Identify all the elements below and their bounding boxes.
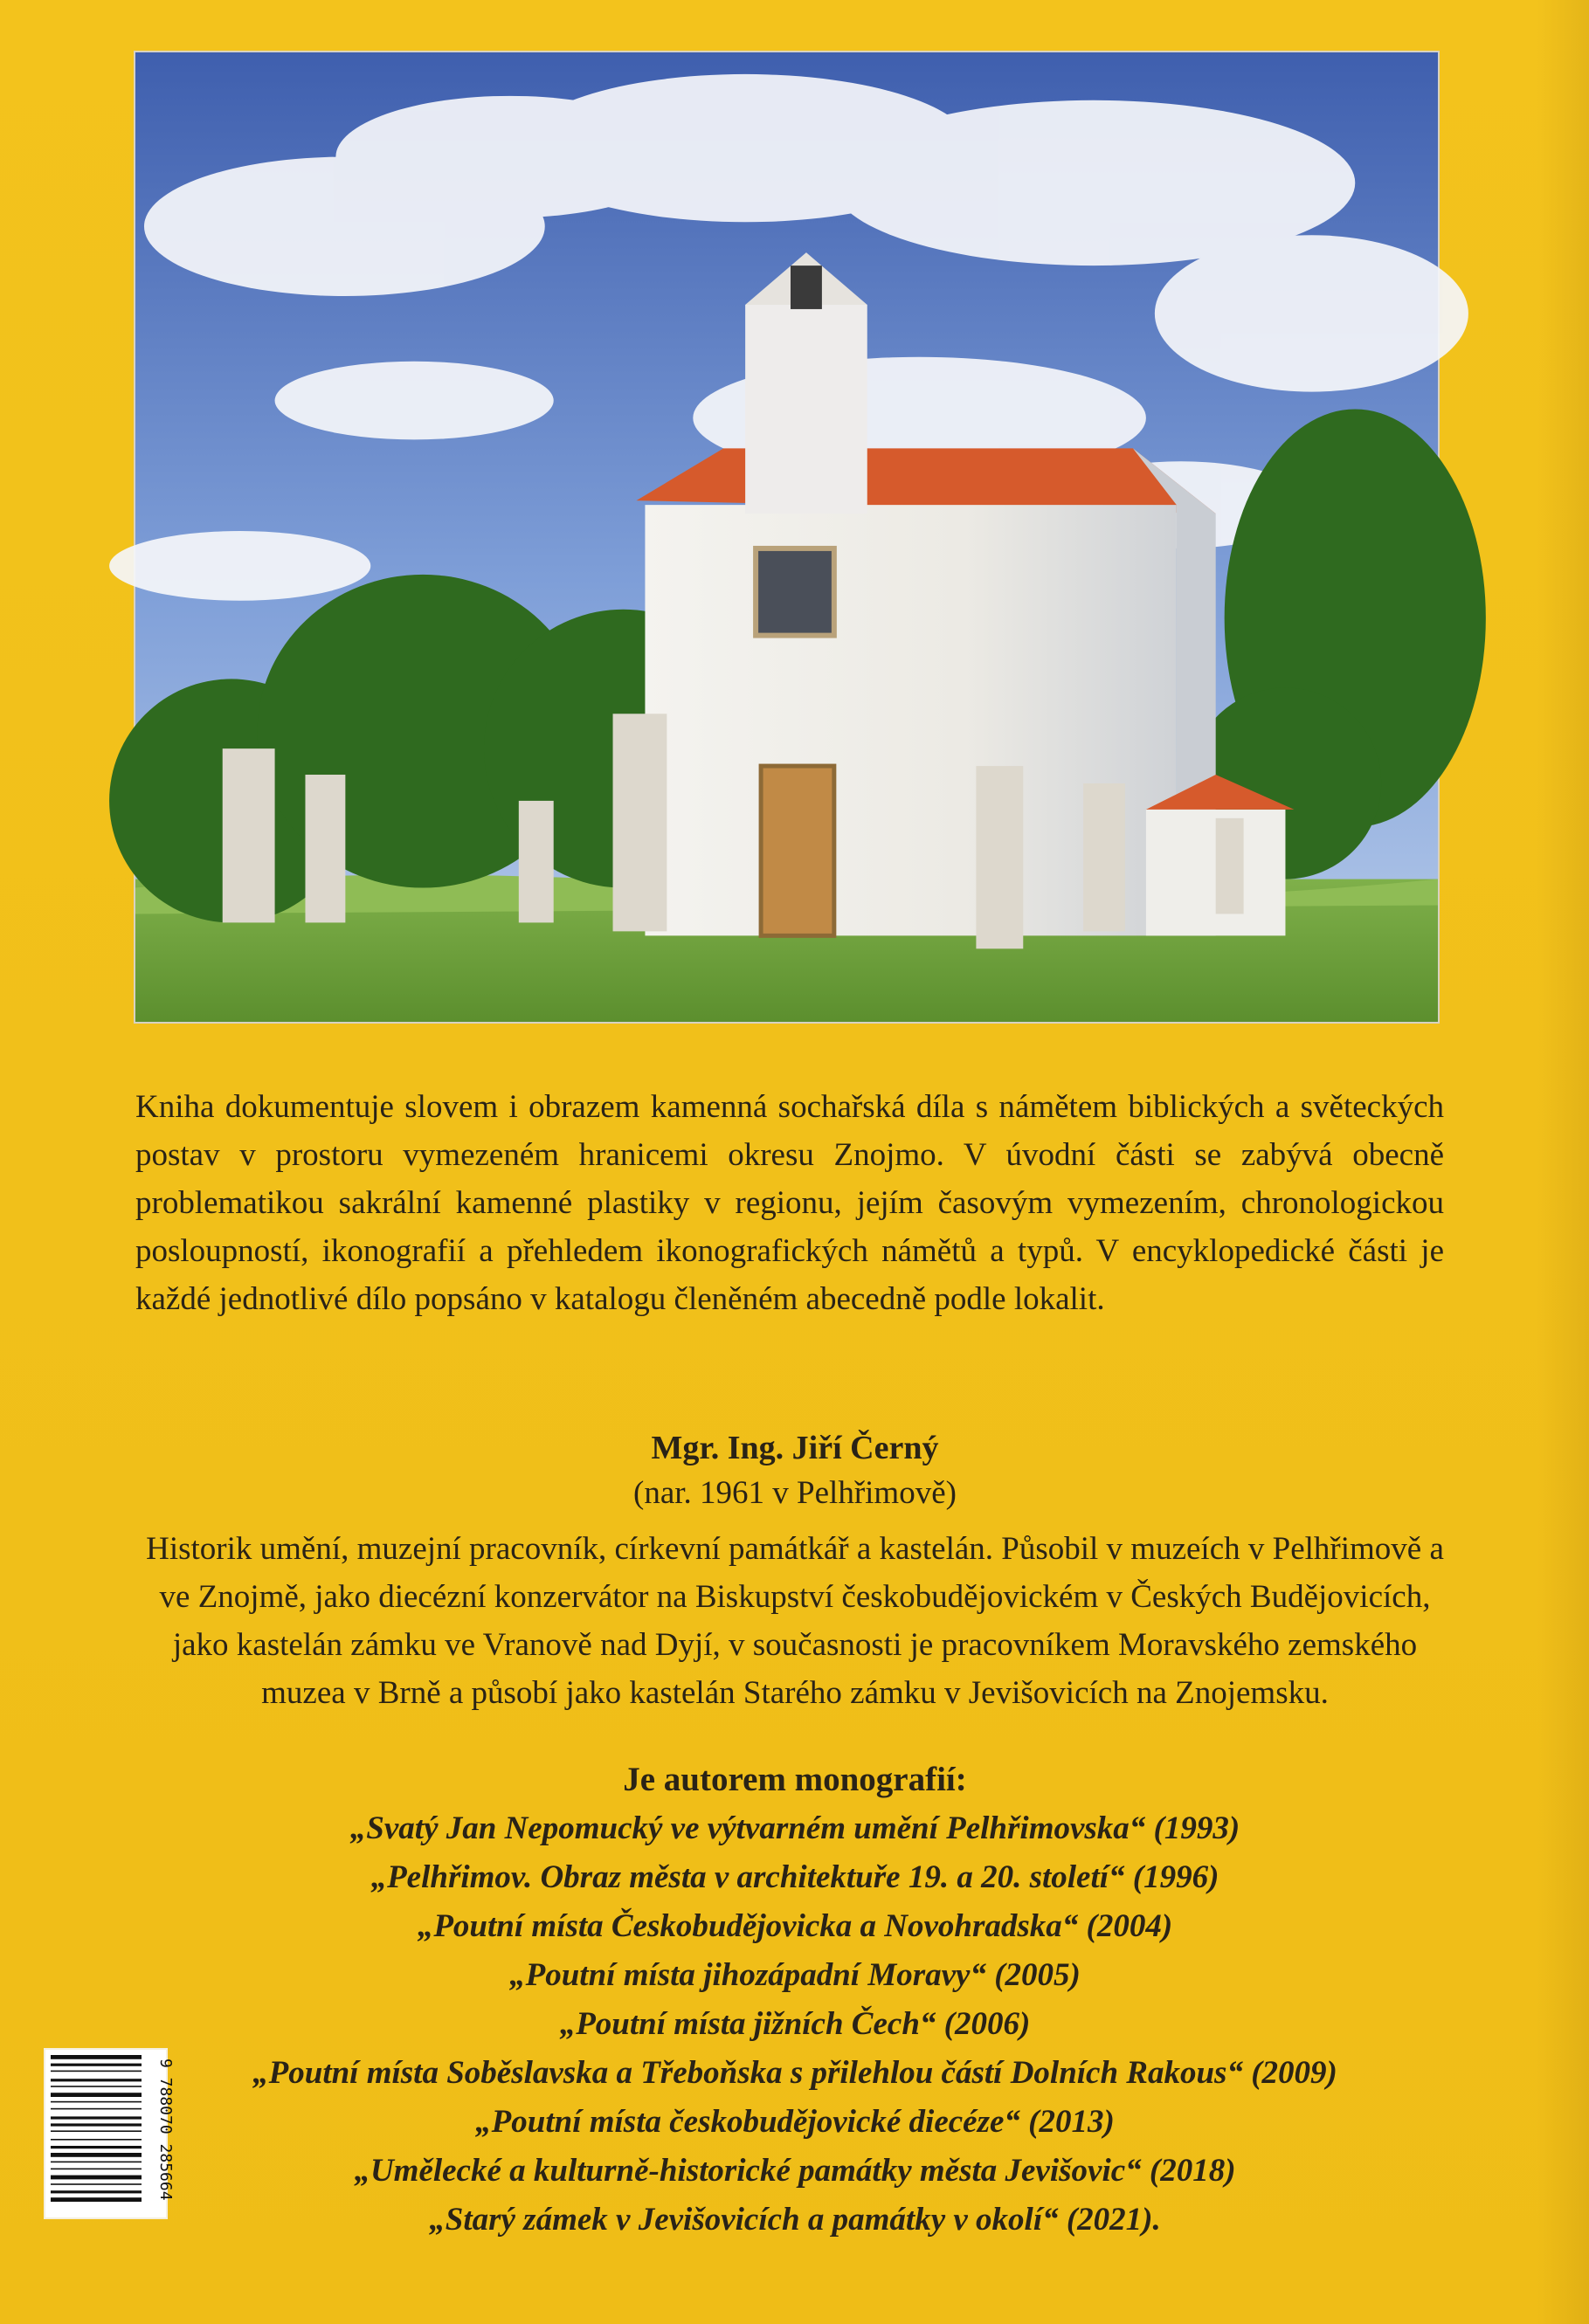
barcode-bars — [51, 2055, 142, 2202]
monograph-item: „Poutní místa Českobudějovicka a Novohradska“ (2004) — [417, 1908, 1173, 1944]
monograph-item: „Poutní místa jižních Čech“ (2006) — [559, 2006, 1031, 2042]
monograph-item: „Umělecké a kulturně-historické památky města Jevišovic“ (2018) — [354, 2153, 1236, 2189]
monograph-item: „Poutní místa Soběslavska a Třeboňska s přilehlou částí Dolních Rakous“ (2009) — [252, 2055, 1337, 2091]
monographs-list — [131, 1804, 1459, 2245]
barcode-digits: 9 788070 285664 — [156, 2058, 175, 2201]
monographs-heading: Je autorem monografií: — [623, 1761, 967, 1798]
isbn-barcode — [44, 2048, 175, 2219]
monographs-section — [131, 1755, 1459, 2245]
cover-edge-shadow — [1537, 0, 1589, 2324]
monograph-item: „Svatý Jan Nepomucký ve výtvarném umění Pelhřimovska“ (1993) — [349, 1810, 1240, 1846]
author-name: Mgr. Ing. Jiří Černý — [651, 1430, 939, 1466]
monograph-item: „Pelhřimov. Obraz města v architektuře 19. a 20. století“ (1996) — [370, 1859, 1219, 1895]
chapel-photo-illustration — [135, 52, 1438, 1022]
cover-photo — [134, 51, 1440, 1024]
monograph-item: „Poutní místa jihozápadní Moravy“ (2005) — [509, 1957, 1081, 1993]
monograph-item: „Starý zámek v Jevišovicích a památky v okolí“ (2021). — [429, 2202, 1161, 2238]
author-bio: Historik umění, muzejní pracovník, církevní památkář a kastelán. Působil v muzeích v Pelhřimově a ve Znojmě, jako diecézní konzervátor na Biskupství českobudějovickém v Českých Budějovicích, jako kastelán zámku ve Vranově nad Dyjí, v současnosti je pracovníkem Moravského zemského muzea v Brně a působí jako kastelán Starého zámku v Jevišovicích na Znojemsku. — [146, 1531, 1444, 1711]
author-heading — [131, 1425, 1459, 1516]
barcode-graphic — [45, 2050, 175, 2217]
author-birth: (nar. 1961 v Pelhřimově) — [633, 1475, 957, 1511]
book-description: Kniha dokumentuje slovem i obrazem kamenná sochařská díla s námětem biblických a světeckých postav v prostoru vymezeném hranicemi okresu Znojmo. V úvodní části se zabývá obecně problematikou sakrální kamenné plastiky v regionu, jejím časovým vymezením, chronologickou posloupností, ikonografií a přehledem ikonografických námětů a typů. V encyklopedické části je každé jednotlivé dílo popsáno v katalogu členěném abecedně podle lokalit. — [135, 1089, 1444, 1317]
monograph-item: „Poutní místa českobudějovické diecéze“ (2013) — [475, 2104, 1115, 2140]
